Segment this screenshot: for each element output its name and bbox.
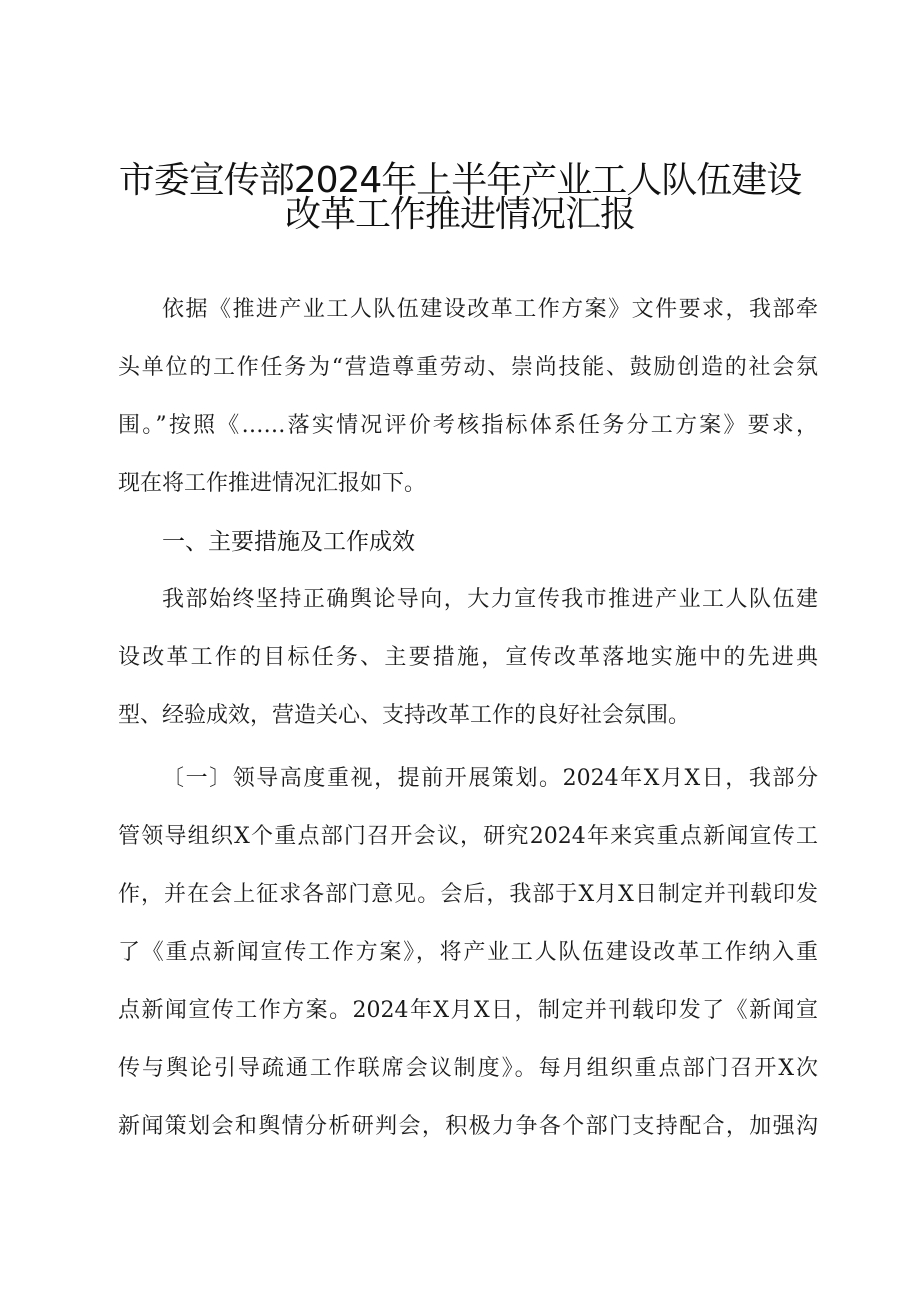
paragraph-3-line-3: 作，并在会上征求各部门意见。会后，我部于X月X日制定并刊载印发 (118, 882, 818, 907)
paragraph-3-line-7: 新闻策划会和舆情分析研判会，积极力争各个部门支持配合，加强沟 (118, 1114, 818, 1139)
paragraph-2-line-2: 设改革工作的目标任务、主要措施，宣传改革落地实施中的先进典 (118, 645, 818, 670)
paragraph-3-line-5: 点新闻宣传工作方案。2024年X月X日，制定并刊载印发了《新闻宣 (118, 998, 818, 1023)
document-title-line-1: 市委宣传部2024年上半年产业工人队伍建设 (118, 160, 802, 201)
paragraph-1-line-4: 现在将工作推进情况汇报如下。 (118, 471, 427, 496)
paragraph-3-line-6: 传与舆论引导疏通工作联席会议制度》。每月组织重点部门召开X次 (118, 1056, 818, 1081)
paragraph-2-line-1: 我部始终坚持正确舆论导向，大力宣传我市推进产业工人队伍建 (162, 587, 818, 612)
document-title-line-2: 改革工作推进情况汇报 (284, 194, 635, 235)
section-heading: 一、主要措施及工作成效 (162, 529, 415, 555)
paragraph-2-line-3: 型、经验成效，营造关心、支持改革工作的良好社会氛围。 (118, 703, 691, 728)
paragraph-3-line-2: 管领导组织X个重点部门召开会议，研究2024年来宾重点新闻宣传工 (118, 824, 818, 849)
paragraph-3-line-1: 〔一〕领导高度重视，提前开展策划。2024年X月X日，我部分 (162, 766, 818, 791)
paragraph-1-line-3: 围。”按照《……落实情况评价考核指标体系任务分工方案》要求， (118, 413, 818, 438)
paragraph-1-line-1: 依据《推进产业工人队伍建设改革工作方案》文件要求，我部牵 (162, 297, 818, 322)
paragraph-1-line-2: 头单位的工作任务为“营造尊重劳动、崇尚技能、鼓励创造的社会氛 (118, 355, 818, 380)
paragraph-3-line-4: 了《重点新闻宣传工作方案》，将产业工人队伍建设改革工作纳入重 (118, 940, 818, 965)
